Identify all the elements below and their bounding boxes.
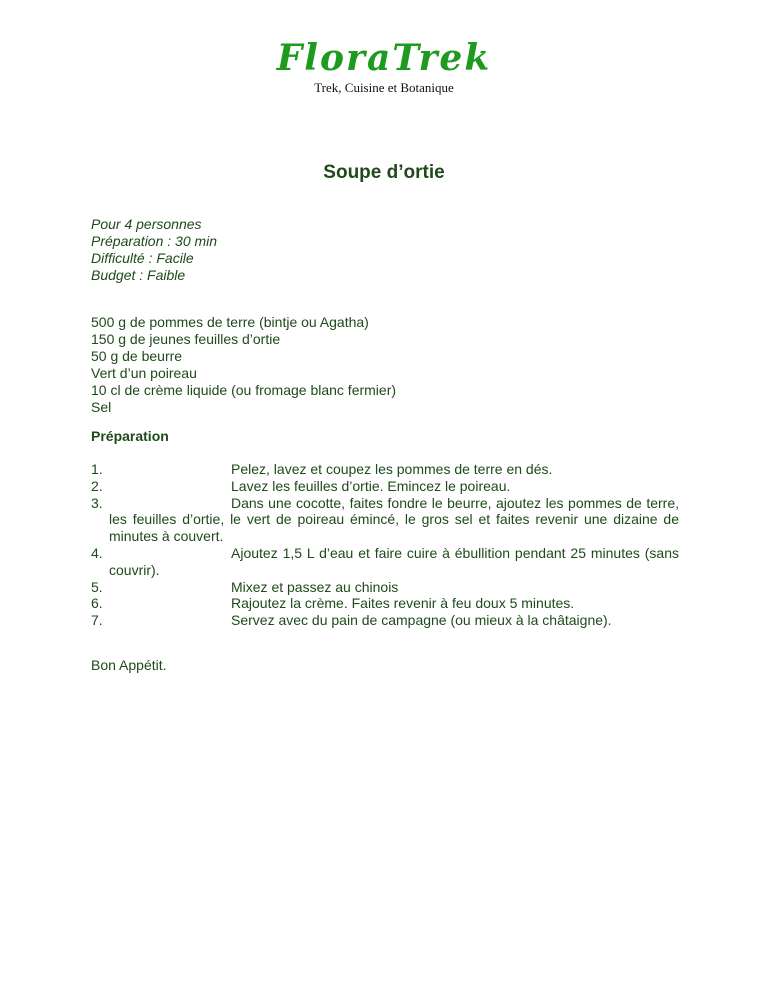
ingredient-item: Sel <box>91 399 112 415</box>
step-item <box>91 595 679 612</box>
recipe-title: Soupe d’ortie <box>323 162 445 183</box>
ingredient-item: Vert d’un poireau <box>91 365 197 381</box>
step-text: Lavez les feuilles d’ortie. Emincez le poireau. <box>231 477 511 494</box>
ingredient-item: 50 g de beurre <box>91 348 183 364</box>
step-number: 6. <box>91 595 103 612</box>
preparation-steps <box>91 461 679 629</box>
ingredients-list <box>91 314 396 416</box>
preparation-heading: Préparation <box>91 428 169 444</box>
closing-text: Bon Appétit. <box>91 657 167 673</box>
ingredient-item: 10 cl de crème liquide (ou fromage blanc fermier) <box>91 382 397 398</box>
step-item <box>91 545 679 579</box>
ingredient-item: 500 g de pommes de terre (bintje ou Agatha) <box>91 314 369 330</box>
brand-header <box>0 38 768 96</box>
recipe-meta <box>91 216 217 284</box>
step-text: Dans une cocotte, faites fondre le beurre, ajoutez les pommes de terre, les feuilles d’ortie, le vert de poireau émincé, le gros sel et faites revenir une dizaine de minutes à couvert. <box>109 494 679 545</box>
step-number: 5. <box>91 578 103 595</box>
step-text: Servez avec du pain de campagne (ou mieux à la châtaigne). <box>231 612 612 629</box>
step-text: Pelez, lavez et coupez les pommes de terre en dés. <box>231 461 553 477</box>
step-item <box>91 461 679 478</box>
step-number: 4. <box>91 544 103 561</box>
step-text: Rajoutez la crème. Faites revenir à feu doux 5 minutes. <box>231 595 575 612</box>
brand-logo: FloraTrek <box>276 37 492 79</box>
meta-prep-time: Préparation : 30 min <box>91 233 218 249</box>
ingredient-item: 150 g de jeunes feuilles d’ortie <box>91 331 281 347</box>
step-item <box>91 612 679 629</box>
step-number: 2. <box>91 477 103 494</box>
step-item <box>91 495 679 545</box>
step-number: 1. <box>91 461 103 477</box>
meta-budget: Budget : Faible <box>91 267 186 283</box>
step-number: 7. <box>91 612 103 629</box>
step-item <box>91 579 679 596</box>
brand-tagline: Trek, Cuisine et Botanique <box>314 80 454 95</box>
step-item <box>91 478 679 495</box>
meta-servings: Pour 4 personnes <box>91 216 202 232</box>
step-text: Mixez et passez au chinois <box>231 578 399 595</box>
meta-difficulty: Difficulté : Facile <box>91 250 194 266</box>
step-number: 3. <box>91 494 103 511</box>
step-text: Ajoutez 1,5 L d’eau et faire cuire à ébullition pendant 25 minutes (sans couvrir). <box>109 544 679 578</box>
